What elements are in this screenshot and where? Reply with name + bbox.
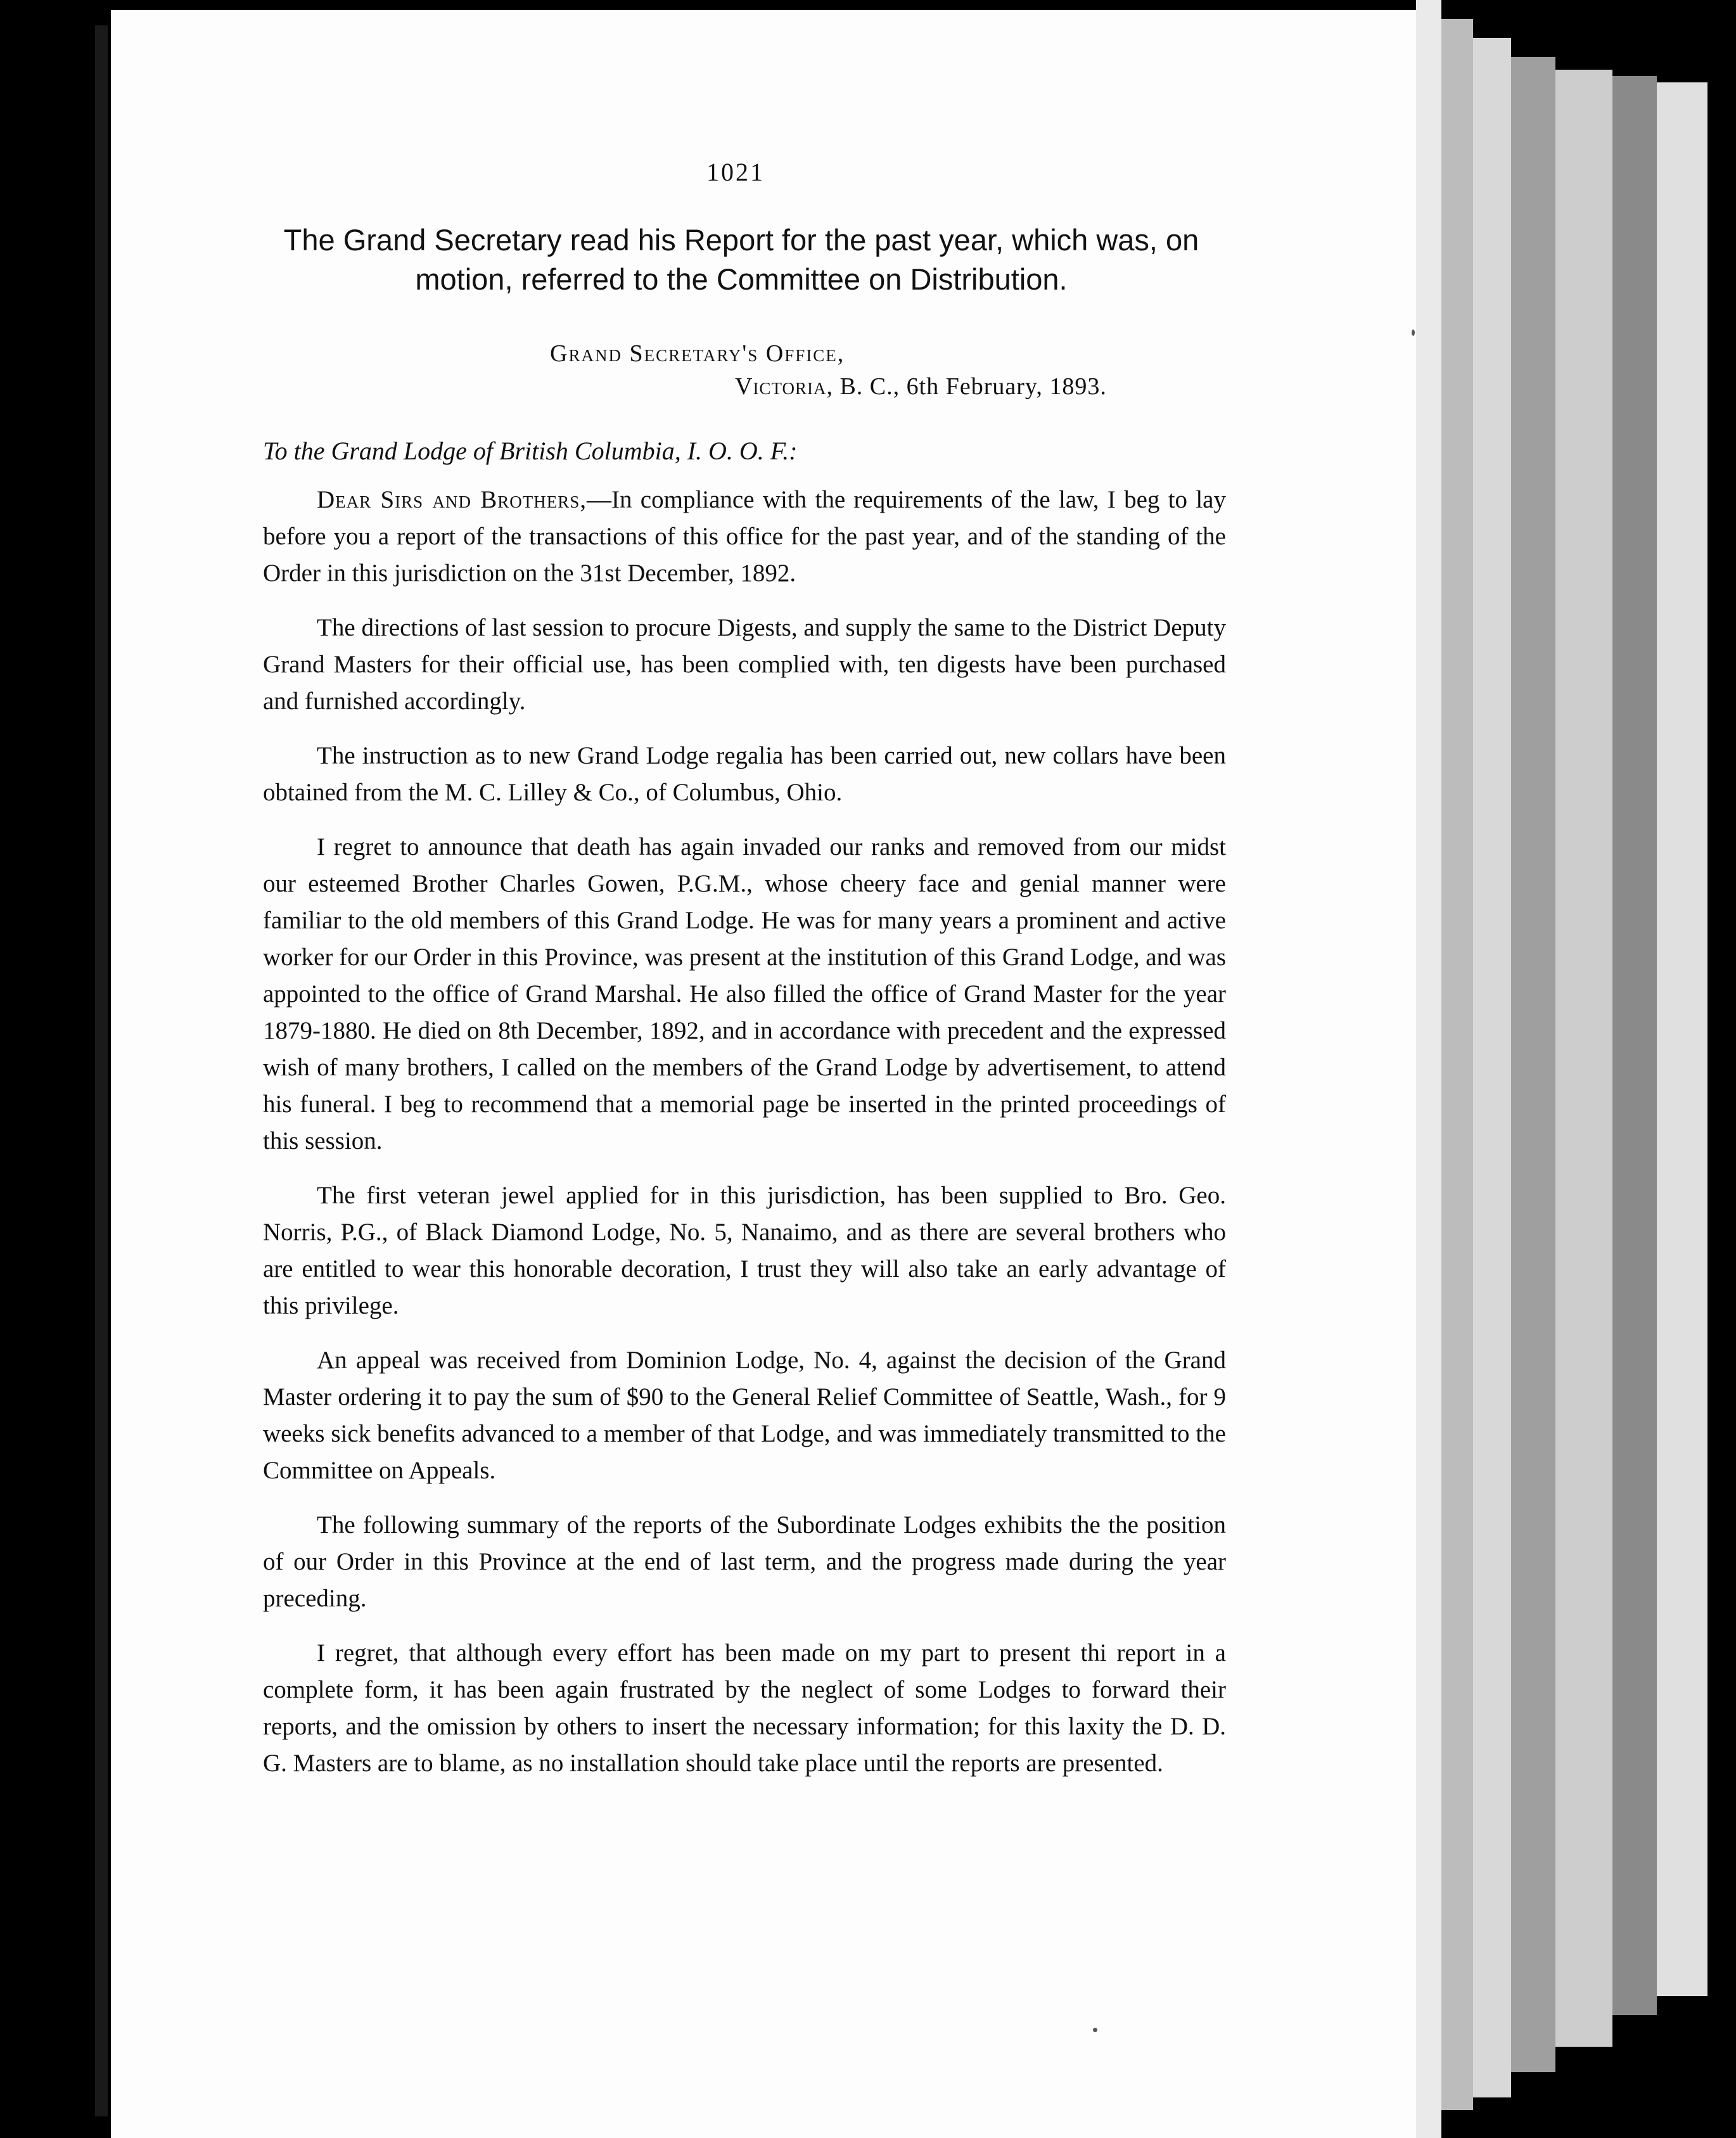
page-number: 1021 — [706, 158, 765, 186]
paragraph-text: —In compliance with the requirements of the law, I beg to lay before you a report of the transactions of this office for the past year, and of the standing of the Order in this jurisdiction on the 31st December, 1892. — [263, 486, 1226, 587]
page-leaf — [1473, 38, 1511, 2097]
book-binding-left — [0, 0, 111, 2138]
page-leaf — [1555, 70, 1612, 2047]
paragraph-6: An appeal was received from Dominion Lodge, No. 4, against the decision of the Grand Master ordering it to pay the sum of $90 to the General Relief Committee of Seattle, Wash., for 9 weeks sick benefits advanced to a member of that Lodge, and was immediately transmitted to the Committee on Appeals. — [263, 1347, 1226, 1484]
page-leaf — [1511, 57, 1555, 2072]
dateline-date: 6th February, 1893. — [906, 373, 1107, 400]
office-line: Grand Secretary's Office, — [550, 340, 845, 367]
dateline-place: Victoria, B. C., — [735, 373, 900, 400]
paragraph-2: The directions of last session to procure Digests, and supply the same to the District Deputy Grand Masters for their official use, has been complied with, ten digests have been purchased and furnished accordingly. — [263, 614, 1226, 715]
page-leaf — [1441, 19, 1473, 2110]
paragraph-5: The first veteran jewel applied for in this jurisdiction, has been supplied to Bro. Geo. Norris, P.G., of Black Diamond Lodge, No. 5, Nanaimo, and as there are several brothers who are entitled to wear this honorable decoration, I trust they will also take an early advantage of this privilege. — [263, 1182, 1226, 1319]
paragraph-4: I regret to announce that death has again invaded our ranks and removed from our midst our esteemed Brother Charles Gowen, P.G.M., whose cheery face and genial manner were familiar to the old members of this Grand Lodge. He was for many years a prominent and active worker for our Order in this Province, was present at the institution of this Grand Lodge, and was appointed to the office of Grand Marshal. He also filled the office of Grand Master for the year 1879-1880. He died on 8th December, 1892, and in accordance with precedent and the expressed wish of many brothers, I called on the members of the Grand Lodge by advertisement, to attend his funeral. I beg to recommend that a memorial page be inserted in the printed proceedings of this session. — [263, 833, 1226, 1155]
page-leaf — [1416, 0, 1441, 2138]
paragraph-3: The instruction as to new Grand Lodge regalia has been carried out, new collars have been obtained from the M. C. Lilley & Co., of Columbus, Ohio. — [263, 742, 1226, 806]
scan-speck — [1093, 2028, 1097, 2032]
paragraph-8: I regret, that although every effort has been made on my part to present thi report in a complete form, it has been again frustrated by the neglect of some Lodges to forward their reports, and the omission by others to insert the necessary information; for this laxity the D. D. G. Masters are to blame, as no installation should take place until the reports are presented. — [263, 1639, 1226, 1777]
scan-speck — [1412, 330, 1415, 336]
paragraph-lead: Dear Sirs and Brothers, — [317, 486, 587, 513]
report-body — [263, 482, 1226, 1800]
salutation: To the Grand Lodge of British Columbia, I. O. O. F.: — [263, 437, 798, 465]
dateline — [735, 373, 1107, 400]
page-leaf — [1657, 82, 1707, 1996]
paragraph-1 — [263, 482, 1226, 592]
report-heading: The Grand Secretary read his Report for the past year, which was, on motion, referred to the Committee on Distribution. — [283, 223, 1199, 296]
page-fore-edge — [1416, 0, 1736, 2138]
page-leaf — [1612, 76, 1657, 2015]
binding-edge — [95, 25, 108, 2116]
paragraph-7: The following summary of the reports of the Subordinate Lodges exhibits the the position of our Order in this Province at the end of last term, and the progress made during the year preceding. — [263, 1511, 1226, 1612]
